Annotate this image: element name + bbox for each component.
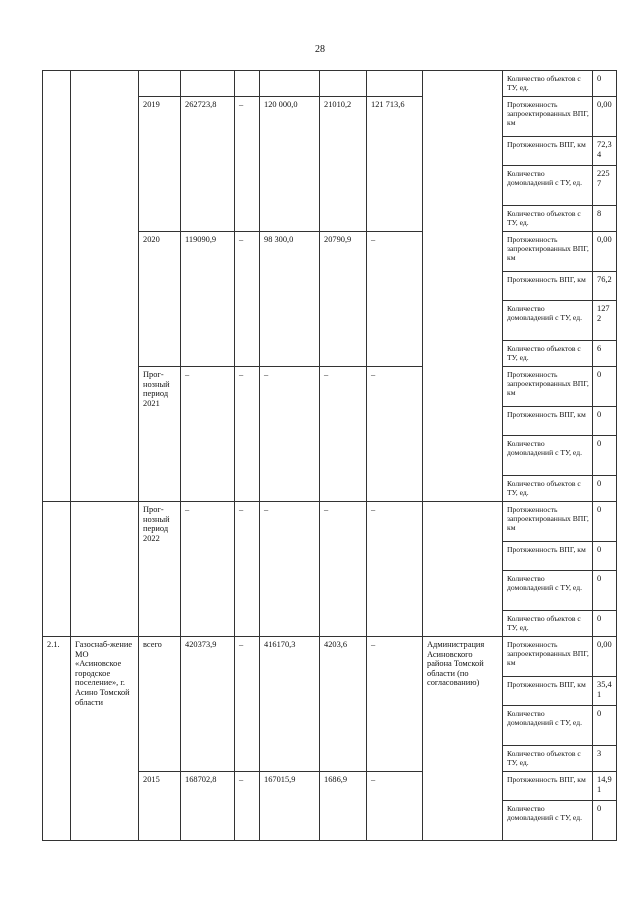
indicator-label: Количество домовладений с ТУ, ед. <box>503 166 593 206</box>
cell-col5: – <box>367 637 423 772</box>
indicator-label: Количество объектов с ТУ, ед. <box>503 206 593 232</box>
cell-col4: 20790,9 <box>320 232 367 367</box>
cell-executor: Администрация Асиновского района Томской области (по согласованию) <box>423 637 503 841</box>
cell-total: – <box>181 367 235 502</box>
indicator-label: Протяженность запроектированных ВПГ, км <box>503 97 593 137</box>
indicator-value: 14,91 <box>593 772 617 801</box>
cell-period: всего <box>139 637 181 772</box>
cell-num-cont <box>43 502 71 637</box>
indicator-label: Протяженность ВПГ, км <box>503 542 593 571</box>
indicator-value: 8 <box>593 206 617 232</box>
cell-col2: – <box>235 367 260 502</box>
indicator-label: Протяженность запроектированных ВПГ, км <box>503 637 593 677</box>
cell-total: 168702,8 <box>181 772 235 841</box>
cell-col4 <box>320 71 367 97</box>
indicator-label: Протяженность ВПГ, км <box>503 407 593 436</box>
cell-col3: – <box>260 367 320 502</box>
indicator-value: 0,00 <box>593 232 617 272</box>
cell-col4: 21010,2 <box>320 97 367 232</box>
indicator-label: Протяженность ВПГ, км <box>503 772 593 801</box>
indicator-label: Количество объектов с ТУ, ед. <box>503 611 593 637</box>
indicator-label: Количество объектов с ТУ, ед. <box>503 476 593 502</box>
cell-period: 2019 <box>139 97 181 232</box>
indicator-value: 0 <box>593 801 617 841</box>
table-row <box>43 637 617 677</box>
indicator-value: 1272 <box>593 301 617 341</box>
cell-col2: – <box>235 232 260 367</box>
indicator-value: 72,34 <box>593 137 617 166</box>
cell-period: Прог-нозный период 2021 <box>139 367 181 502</box>
indicator-value: 2257 <box>593 166 617 206</box>
cell-executor-cont <box>423 71 503 502</box>
indicator-label: Протяженность запроектированных ВПГ, км <box>503 367 593 407</box>
indicator-value: 0 <box>593 502 617 542</box>
cell-name-cont <box>71 502 139 637</box>
cell-col2 <box>235 71 260 97</box>
indicator-label: Количество домовладений с ТУ, ед. <box>503 301 593 341</box>
cell-num-cont <box>43 71 71 502</box>
indicator-value: 76,2 <box>593 272 617 301</box>
indicator-value: 0 <box>593 407 617 436</box>
page-number: 28 <box>315 44 325 55</box>
cell-item-number: 2.1. <box>43 637 71 841</box>
cell-col2: – <box>235 97 260 232</box>
indicator-value: 0 <box>593 367 617 407</box>
cell-period: 2020 <box>139 232 181 367</box>
table-row <box>43 71 617 97</box>
table-row <box>43 502 617 542</box>
cell-period: Прог-нозный период 2022 <box>139 502 181 637</box>
indicator-label: Протяженность запроектированных ВПГ, км <box>503 232 593 272</box>
indicator-label: Протяженность ВПГ, км <box>503 137 593 166</box>
indicator-label: Количество домовладений с ТУ, ед. <box>503 801 593 841</box>
cell-total: 262723,8 <box>181 97 235 232</box>
cell-name-cont <box>71 71 139 502</box>
cell-executor-cont <box>423 502 503 637</box>
cell-col5: – <box>367 502 423 637</box>
cell-col5: – <box>367 367 423 502</box>
indicator-value: 0 <box>593 476 617 502</box>
indicator-value: 35,41 <box>593 677 617 706</box>
cell-total: 420373,9 <box>181 637 235 772</box>
program-table <box>42 70 617 841</box>
cell-total <box>181 71 235 97</box>
indicator-value: 0 <box>593 542 617 571</box>
cell-col3: 167015,9 <box>260 772 320 841</box>
cell-col3: 98 300,0 <box>260 232 320 367</box>
indicator-value: 0,00 <box>593 97 617 137</box>
cell-col4: 1686,9 <box>320 772 367 841</box>
indicator-label: Протяженность запроектированных ВПГ, км <box>503 502 593 542</box>
cell-item-name: Газоснаб-жение МО «Асиновское городское поселение», г. Асино Томской области <box>71 637 139 841</box>
indicator-value: 0 <box>593 706 617 746</box>
cell-period: 2015 <box>139 772 181 841</box>
cell-col3: 120 000,0 <box>260 97 320 232</box>
indicator-label: Количество объектов с ТУ, ед. <box>503 746 593 772</box>
cell-col3: – <box>260 502 320 637</box>
cell-col2: – <box>235 637 260 772</box>
cell-col2: – <box>235 772 260 841</box>
indicator-value: 3 <box>593 746 617 772</box>
indicator-label: Протяженность ВПГ, км <box>503 677 593 706</box>
cell-total: 119090,9 <box>181 232 235 367</box>
indicator-label: Количество объектов с ТУ, ед. <box>503 71 593 97</box>
cell-col5: – <box>367 232 423 367</box>
cell-col3: 416170,3 <box>260 637 320 772</box>
indicator-label: Количество объектов с ТУ, ед. <box>503 341 593 367</box>
indicator-value: 0,00 <box>593 637 617 677</box>
cell-col4: – <box>320 367 367 502</box>
indicator-label: Количество домовладений с ТУ, ед. <box>503 571 593 611</box>
indicator-label: Количество домовладений с ТУ, ед. <box>503 436 593 476</box>
cell-col5: – <box>367 772 423 841</box>
cell-col5: 121 713,6 <box>367 97 423 232</box>
cell-total: – <box>181 502 235 637</box>
cell-col4: 4203,6 <box>320 637 367 772</box>
cell-period <box>139 71 181 97</box>
cell-col3 <box>260 71 320 97</box>
indicator-value: 6 <box>593 341 617 367</box>
cell-col2: – <box>235 502 260 637</box>
indicator-value: 0 <box>593 571 617 611</box>
indicator-value: 0 <box>593 436 617 476</box>
indicator-label: Протяженность ВПГ, км <box>503 272 593 301</box>
indicator-label: Количество домовладений с ТУ, ед. <box>503 706 593 746</box>
indicator-value: 0 <box>593 611 617 637</box>
indicator-value: 0 <box>593 71 617 97</box>
cell-col5 <box>367 71 423 97</box>
cell-col4: – <box>320 502 367 637</box>
